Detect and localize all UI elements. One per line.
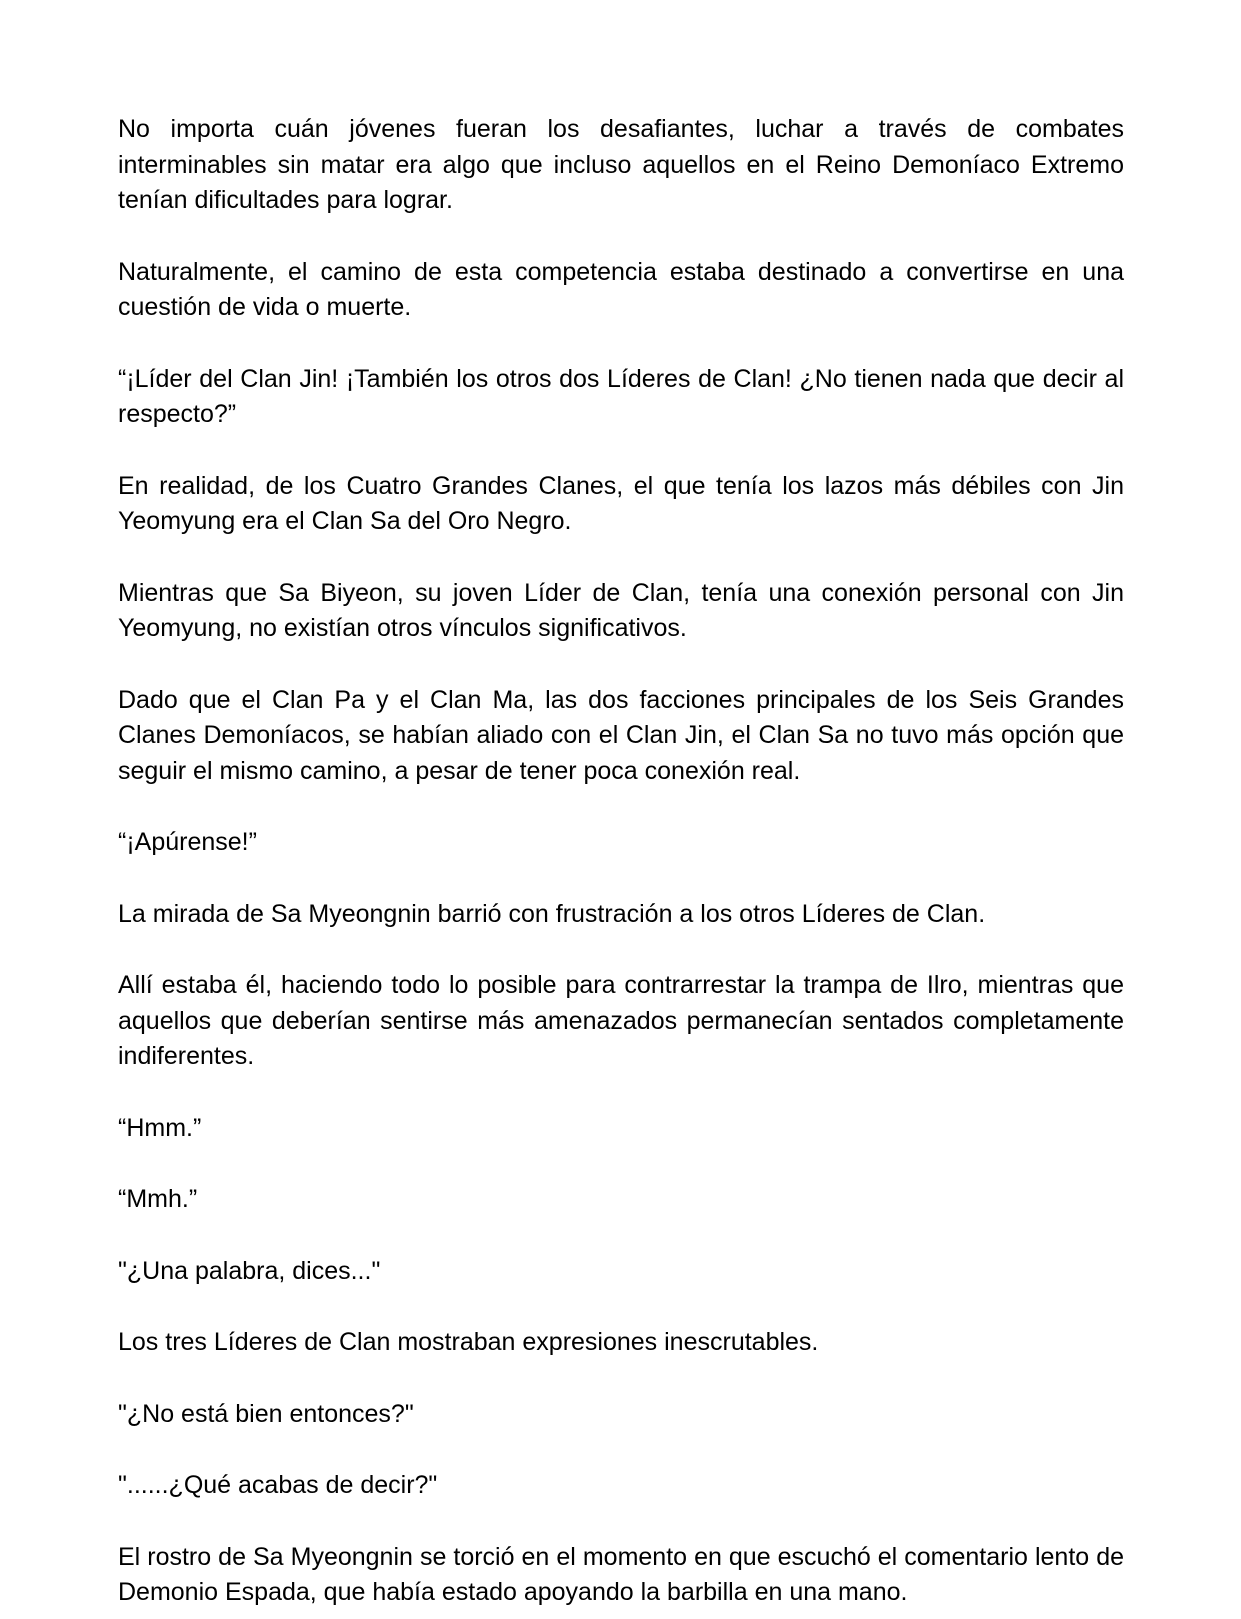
paragraph-16: El rostro de Sa Myeongnin se torció en el momento en que escuchó el comentario lento de Demonio Espada, que había estado apoyando la barbilla en una mano. — [118, 1542, 1124, 1606]
paragraph-4: En realidad, de los Cuatro Grandes Clanes, el que tenía los lazos más débiles con Jin Yeomyung era el Clan Sa del Oro Negro. — [118, 471, 1124, 535]
paragraph-8: La mirada de Sa Myeongnin barrió con frustración a los otros Líderes de Clan. — [118, 899, 986, 928]
paragraph-12: "¿Una palabra, dices..." — [118, 1256, 381, 1285]
paragraph-14: "¿No está bien entonces?" — [118, 1399, 414, 1428]
paragraph-11: “Mmh.” — [118, 1185, 198, 1213]
paragraph-7: “¡Apúrense!” — [118, 828, 257, 856]
paragraph-2: Naturalmente, el camino de esta competencia estaba destinado a convertirse en una cuestión de vida o muerte. — [118, 257, 1124, 321]
paragraph-15: "......¿Qué acabas de decir?" — [118, 1471, 438, 1499]
document-page — [118, 112, 1124, 1611]
paragraph-6: Dado que el Clan Pa y el Clan Ma, las dos facciones principales de los Seis Grandes Clanes Demoníacos, se habían aliado con el Clan Jin, el Clan Sa no tuvo más opción que seguir el mismo camino, a pesar de tener poca conexión real. — [118, 685, 1124, 785]
paragraph-1: No importa cuán jóvenes fueran los desafiantes, luchar a través de combates interminables sin matar era algo que incluso aquellos en el Reino Demoníaco Extremo tenían dificultades para lograr. — [118, 115, 1124, 214]
paragraph-5: Mientras que Sa Biyeon, su joven Líder de Clan, tenía una conexión personal con Jin Yeomyung, no existían otros vínculos significativos. — [118, 578, 1124, 642]
paragraph-3: “¡Líder del Clan Jin! ¡También los otros dos Líderes de Clan! ¿No tienen nada que decir al respecto?” — [118, 364, 1124, 428]
paragraph-10: “Hmm.” — [118, 1113, 202, 1142]
paragraph-13: Los tres Líderes de Clan mostraban expresiones inescrutables. — [118, 1328, 819, 1356]
paragraph-9: Allí estaba él, haciendo todo lo posible para contrarrestar la trampa de Ilro, mientras que aquellos que deberían sentirse más amenazados permanecían sentados completamente indiferentes. — [118, 971, 1124, 1070]
